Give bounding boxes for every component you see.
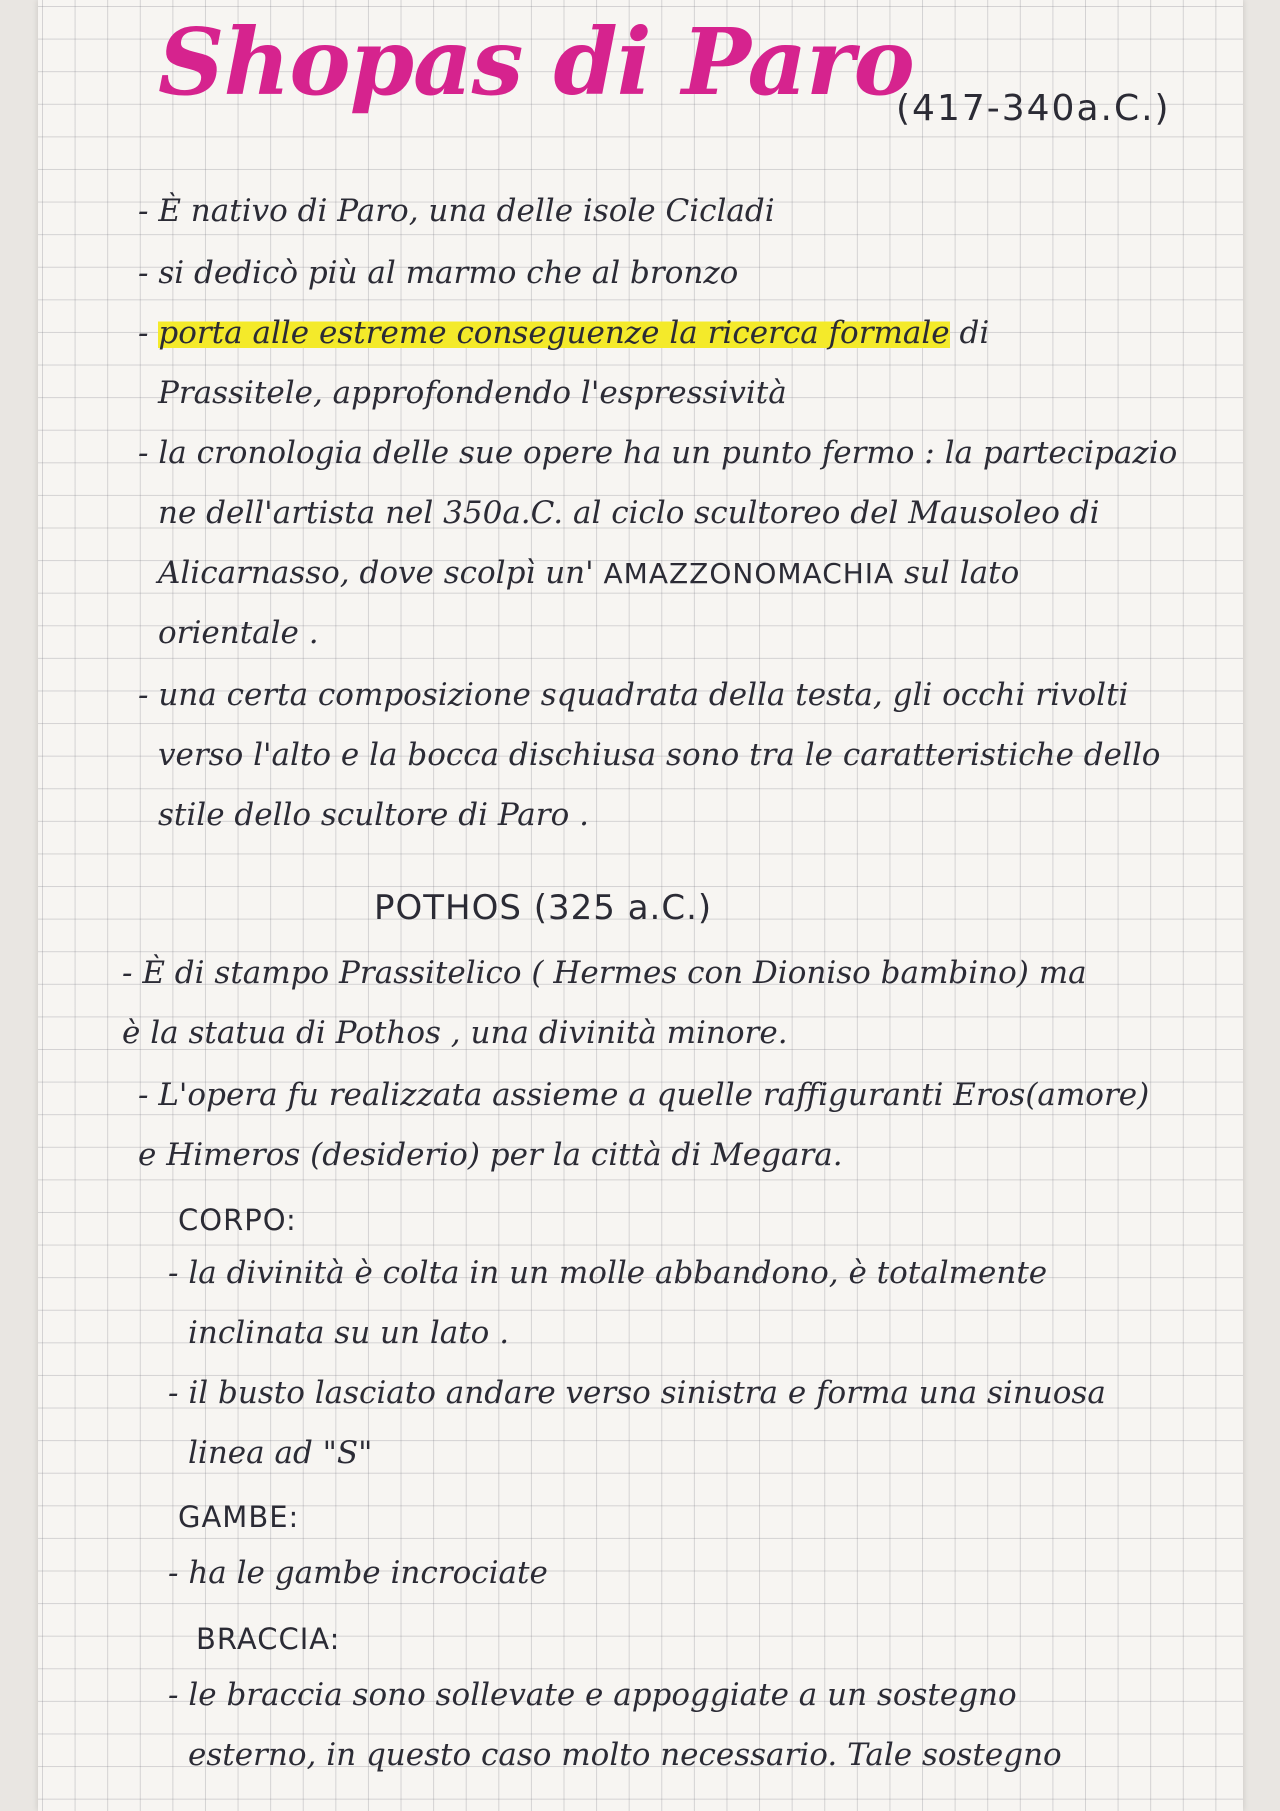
intro-line-5: - la cronologia delle sue opere ha un punto fermo : la partecipazio (138, 435, 1178, 471)
braccia-line-1: - le braccia sono sollevate e appoggiate a un sostegno (168, 1677, 1017, 1713)
intro-line-1: - È nativo di Paro, una delle isole Cicladi (138, 193, 775, 229)
intro-line-3-prefix: - (138, 315, 159, 351)
pothos-heading: POTHOS (325 a.C.) (374, 888, 713, 928)
corpo-line-2: inclinata su un lato . (188, 1315, 510, 1351)
gambe-line-1: - ha le gambe incrociate (168, 1555, 548, 1591)
intro-line-4: Prassitele, approfondendo l'espressività (158, 375, 787, 411)
braccia-label: BRACCIA: (196, 1622, 341, 1656)
corpo-line-3: - il busto lasciato andare verso sinistra e forma una sinuosa (168, 1375, 1106, 1411)
title-dates: (417-340a.C.) (896, 88, 1171, 129)
intro-line-7-prefix: Alicarnasso, dove scolpì un' (158, 555, 604, 591)
intro-line-8: orientale . (158, 615, 319, 651)
intro-line-2: - si dedicò più al marmo che al bronzo (138, 255, 739, 291)
highlighted-text: porta alle estreme conseguenze la ricerca formale (158, 315, 950, 351)
gambe-label: GAMBE: (178, 1500, 300, 1534)
pothos-line-1: - È di stampo Prassitelico ( Hermes con Dioniso bambino) ma (122, 955, 1087, 991)
intro-line-9: - una certa composizione squadrata della testa, gli occhi rivolti (138, 677, 1129, 713)
pothos-line-4: e Himeros (desiderio) per la città di Megara. (138, 1137, 843, 1173)
notebook-page (38, 0, 1243, 1811)
intro-line-11: stile dello scultore di Paro . (158, 797, 589, 833)
intro-line-6: ne dell'artista nel 350a.C. al ciclo scultoreo del Mausoleo di (158, 495, 1100, 531)
page-title: Shopas di Paro (158, 8, 914, 116)
corpo-label: CORPO: (178, 1203, 297, 1237)
intro-line-3 (138, 315, 990, 351)
braccia-line-2: esterno, in questo caso molto necessario. Tale sostegno (188, 1737, 1062, 1773)
corpo-line-4: linea ad "S" (188, 1435, 373, 1471)
corpo-line-1: - la divinità è colta in un molle abbandono, è totalmente (168, 1255, 1048, 1291)
intro-line-7 (158, 555, 1020, 591)
pothos-line-2: è la statua di Pothos , una divinità minore. (122, 1015, 788, 1051)
intro-line-7-suffix: sul lato (894, 555, 1020, 591)
pothos-line-3: - L'opera fu realizzata assieme a quelle raffiguranti Eros(amore) (138, 1077, 1150, 1113)
intro-line-3-suffix: di (949, 315, 990, 351)
amazzonomachia-text: AMAZZONOMACHIA (603, 557, 895, 590)
intro-line-10: verso l'alto e la bocca dischiusa sono tra le caratteristiche dello (158, 737, 1161, 773)
